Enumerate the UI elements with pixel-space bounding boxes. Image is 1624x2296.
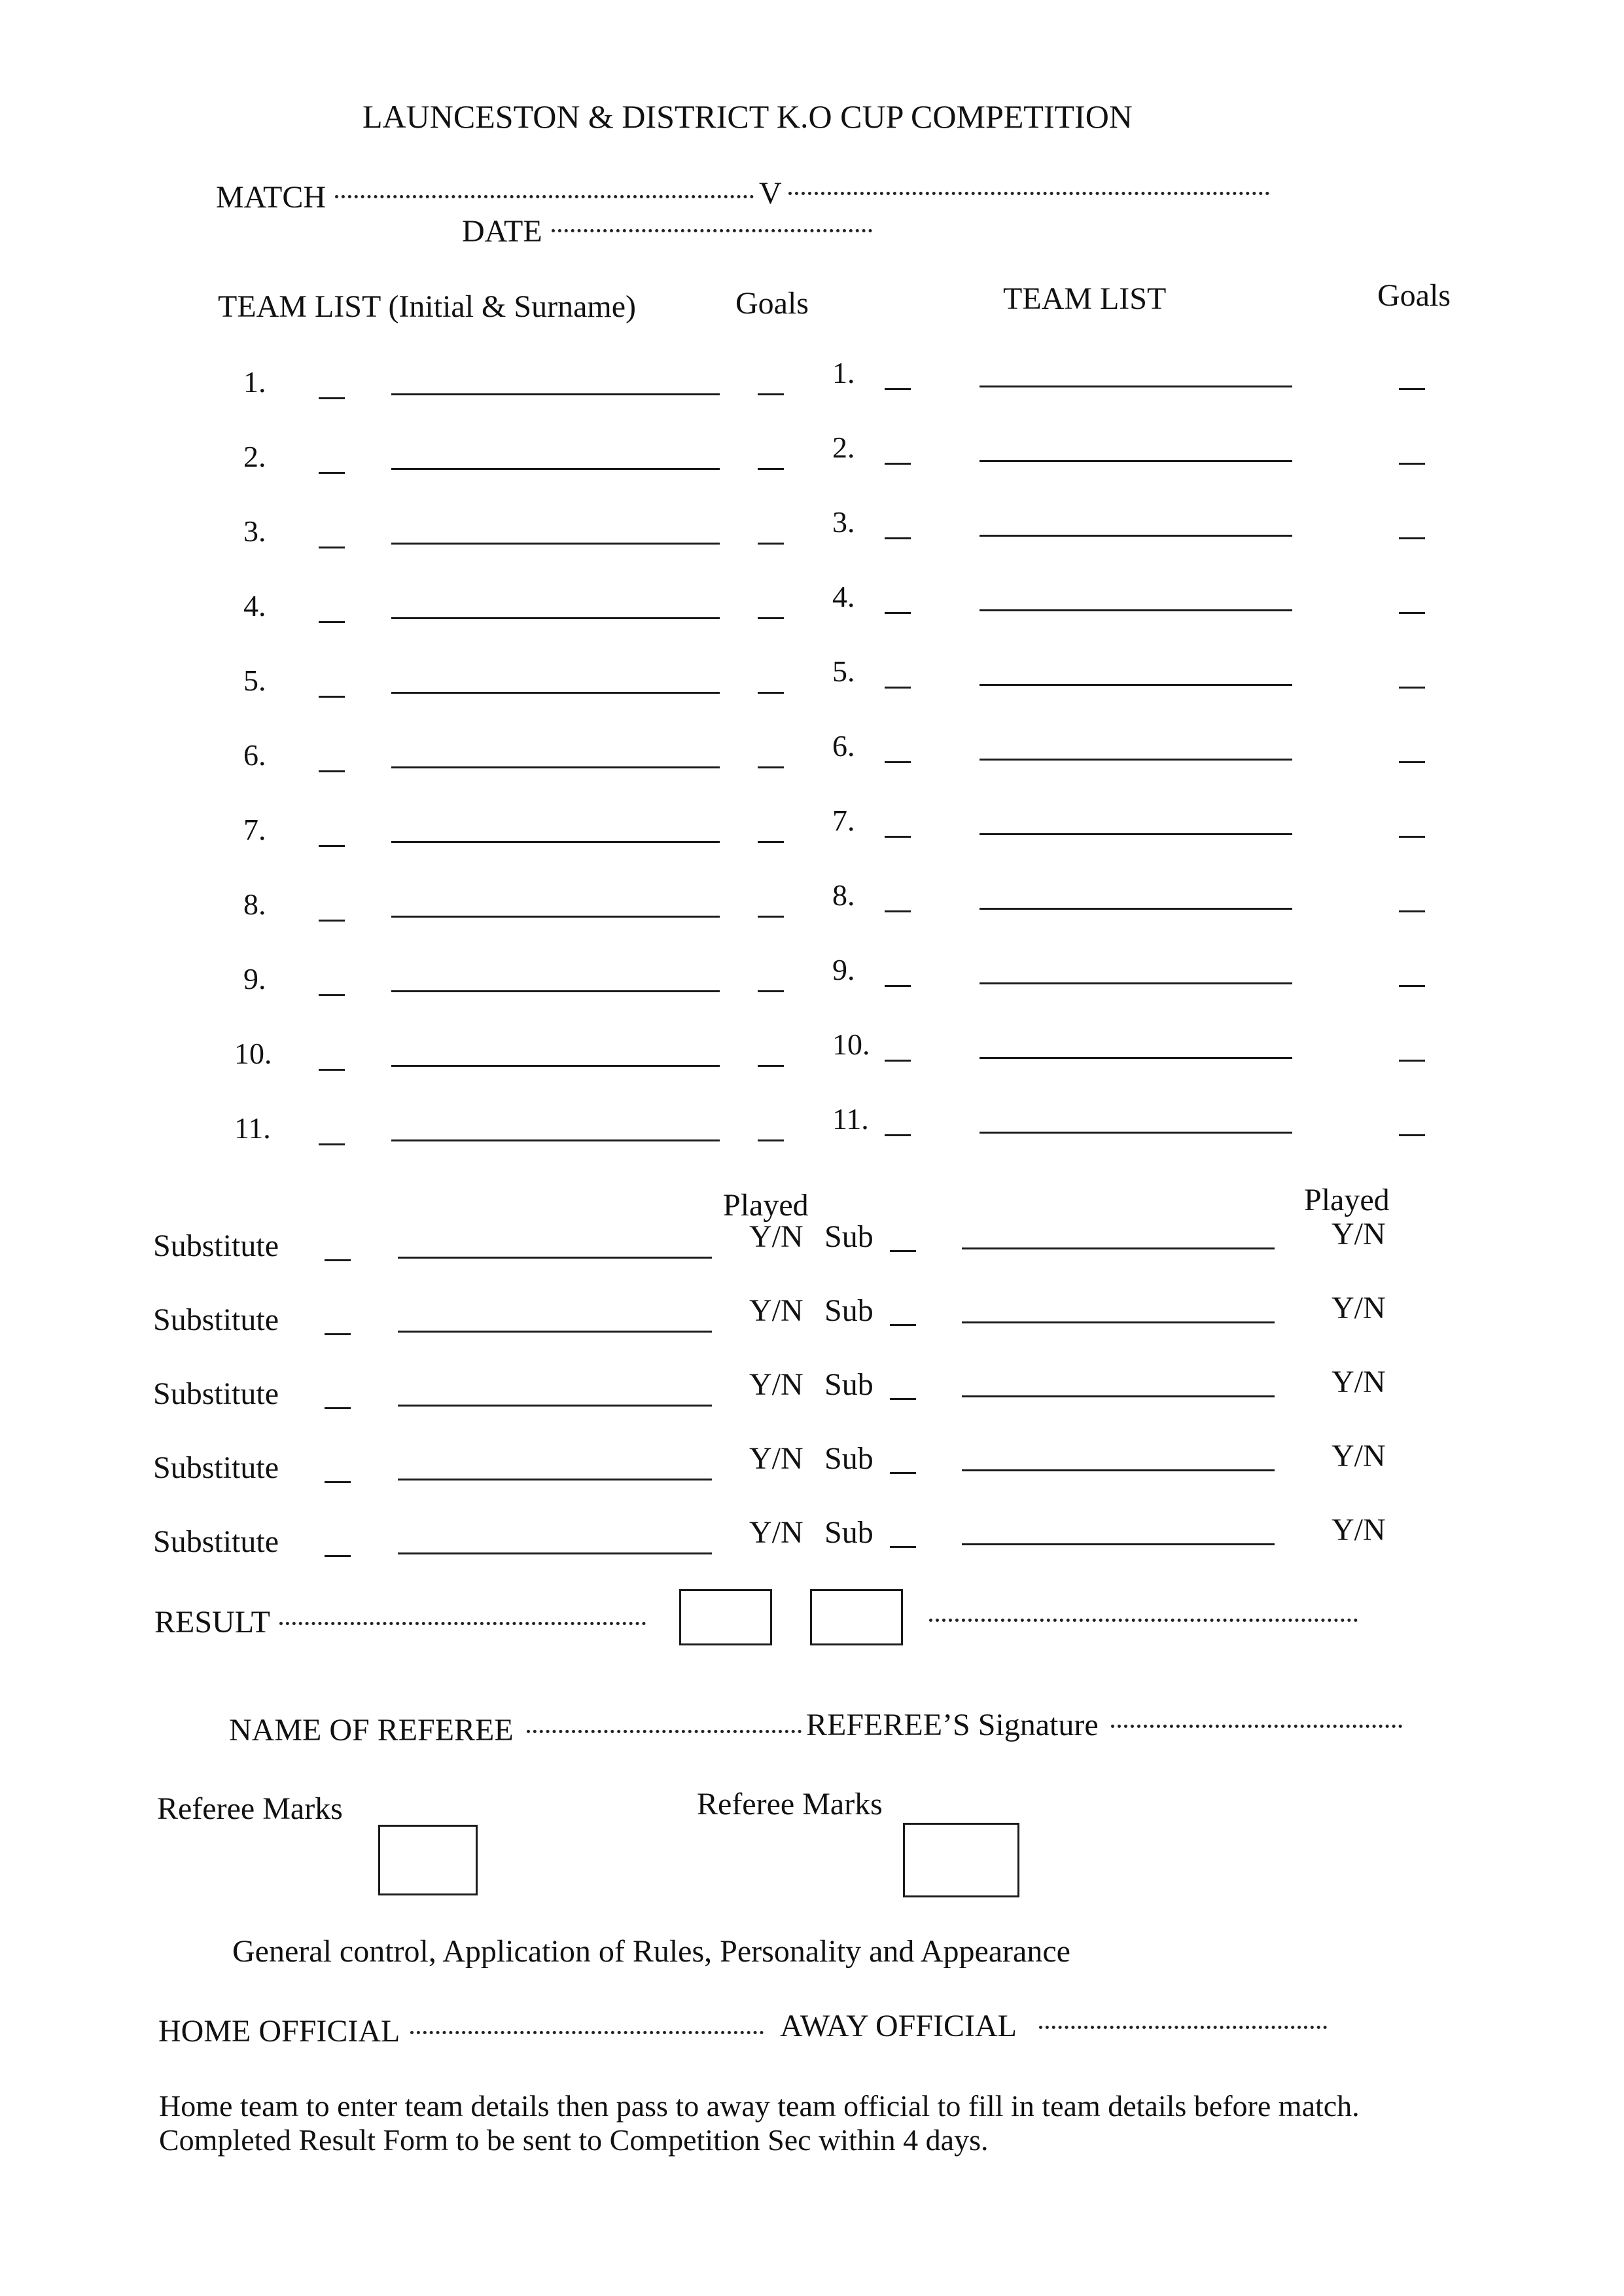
home-player-name-field[interactable] [391, 766, 720, 768]
away-sub-played-yn[interactable]: Y/N [1332, 1291, 1386, 1325]
home-score-box[interactable] [679, 1589, 772, 1645]
away-player-number: 5. [832, 655, 855, 688]
away-sub-initial-field[interactable] [890, 1398, 916, 1400]
away-player-goals-field[interactable] [1399, 463, 1425, 465]
away-sub-name-field[interactable] [962, 1321, 1275, 1323]
away-player-name-field[interactable] [980, 1132, 1292, 1134]
away-player-goals-field[interactable] [1399, 836, 1425, 838]
referee-criteria-text: General control, Application of Rules, Personality and Appearance [232, 1934, 1070, 1969]
away-player-name-field[interactable] [980, 833, 1292, 835]
away-player-number: 6. [832, 729, 855, 762]
result-label: RESULT [154, 1605, 270, 1640]
away-referee-marks-box[interactable] [903, 1823, 1019, 1897]
home-player-goals-field[interactable] [758, 393, 784, 395]
away-player-goals-field[interactable] [1399, 1134, 1425, 1136]
home-player-name-field[interactable] [391, 692, 720, 694]
away-team-field[interactable] [788, 192, 1269, 195]
away-sub-played-yn[interactable]: Y/N [1332, 1513, 1386, 1547]
away-player-number: 4. [832, 580, 855, 613]
home-player-goals-field[interactable] [758, 990, 784, 992]
home-sub-initial-field[interactable] [325, 1481, 351, 1483]
home-substitute-label: Substitute [153, 1450, 279, 1485]
away-sub-initial-field[interactable] [890, 1546, 916, 1548]
away-played-header: Played [1304, 1183, 1390, 1217]
home-player-number: 1. [243, 365, 266, 399]
result-away-team-field[interactable] [929, 1619, 1358, 1622]
home-player-goals-field[interactable] [758, 543, 784, 545]
away-player-goals-field[interactable] [1399, 687, 1425, 689]
home-sub-played-yn[interactable]: Y/N [749, 1293, 803, 1328]
away-official-field[interactable] [1039, 2026, 1327, 2029]
away-sub-name-field[interactable] [962, 1395, 1275, 1397]
referee-name-label: NAME OF REFEREE [229, 1713, 514, 1748]
home-player-initial-field[interactable] [319, 547, 345, 548]
away-player-initial-field[interactable] [885, 612, 911, 614]
away-player-goals-field[interactable] [1399, 612, 1425, 614]
home-sub-name-field[interactable] [398, 1257, 712, 1259]
match-label: MATCH [216, 180, 327, 215]
home-player-goals-field[interactable] [758, 841, 784, 843]
home-referee-marks-box[interactable] [378, 1825, 478, 1895]
home-played-header: Played [723, 1188, 809, 1223]
away-player-initial-field[interactable] [885, 463, 911, 465]
home-player-name-field[interactable] [391, 990, 720, 992]
away-player-number: 7. [832, 804, 855, 837]
home-substitute-label: Substitute [153, 1229, 279, 1263]
home-player-initial-field[interactable] [319, 920, 345, 922]
away-player-initial-field[interactable] [885, 910, 911, 912]
home-player-number: 3. [243, 514, 266, 548]
away-substitute-label: Sub [824, 1441, 874, 1476]
home-player-name-field[interactable] [391, 841, 720, 843]
away-sub-played-yn[interactable]: Y/N [1332, 1365, 1386, 1399]
away-player-initial-field[interactable] [885, 388, 911, 390]
home-referee-marks-label: Referee Marks [157, 1791, 343, 1826]
home-sub-initial-field[interactable] [325, 1555, 351, 1557]
away-player-goals-field[interactable] [1399, 388, 1425, 390]
home-substitute-label: Substitute [153, 1524, 279, 1559]
home-sub-played-yn[interactable]: Y/N [749, 1367, 803, 1402]
away-player-name-field[interactable] [980, 1057, 1292, 1059]
away-player-number: 2. [832, 431, 855, 464]
home-player-number: 4. [243, 589, 266, 622]
away-team-list-header: TEAM LIST [1003, 281, 1167, 316]
away-player-initial-field[interactable] [885, 985, 911, 987]
away-player-name-field[interactable] [980, 908, 1292, 910]
home-player-name-field[interactable] [391, 543, 720, 545]
home-sub-name-field[interactable] [398, 1552, 712, 1554]
form-title: LAUNCESTON & DISTRICT K.O CUP COMPETITION [362, 98, 1133, 135]
home-player-name-field[interactable] [391, 617, 720, 619]
home-player-name-field[interactable] [391, 393, 720, 395]
away-player-name-field[interactable] [980, 684, 1292, 686]
home-sub-initial-field[interactable] [325, 1259, 351, 1261]
home-sub-name-field[interactable] [398, 1479, 712, 1480]
away-player-goals-field[interactable] [1399, 537, 1425, 539]
away-player-initial-field[interactable] [885, 836, 911, 838]
home-player-goals-field[interactable] [758, 468, 784, 470]
home-sub-initial-field[interactable] [325, 1333, 351, 1335]
instruction-line-2: Completed Result Form to be sent to Competition Sec within 4 days. [159, 2123, 989, 2157]
home-sub-played-yn[interactable]: Y/N [749, 1515, 803, 1550]
home-player-initial-field[interactable] [319, 397, 345, 399]
date-label: DATE [462, 214, 542, 249]
away-player-goals-field[interactable] [1399, 985, 1425, 987]
away-player-initial-field[interactable] [885, 537, 911, 539]
home-player-name-field[interactable] [391, 1065, 720, 1067]
away-sub-name-field[interactable] [962, 1543, 1275, 1545]
home-player-goals-field[interactable] [758, 916, 784, 918]
home-player-initial-field[interactable] [319, 696, 345, 698]
versus-label: V [759, 176, 782, 211]
home-player-number: 6. [243, 738, 266, 772]
away-player-name-field[interactable] [980, 535, 1292, 537]
away-player-initial-field[interactable] [885, 687, 911, 689]
away-player-number: 3. [832, 505, 855, 539]
home-player-name-field[interactable] [391, 468, 720, 470]
away-player-number: 9. [832, 953, 855, 986]
home-sub-played-yn[interactable]: Y/N [749, 1219, 803, 1254]
home-player-goals-field[interactable] [758, 1065, 784, 1067]
referee-signature-field[interactable] [1111, 1725, 1402, 1728]
home-team-field[interactable] [335, 195, 754, 198]
home-player-number: 9. [243, 962, 266, 996]
away-sub-initial-field[interactable] [890, 1250, 916, 1252]
away-player-name-field[interactable] [980, 759, 1292, 761]
instruction-line-1: Home team to enter team details then pass to away team official to fill in team details before match. [159, 2089, 1360, 2123]
away-player-number: 1. [832, 356, 855, 389]
home-player-number: 2. [243, 440, 266, 473]
away-player-initial-field[interactable] [885, 1060, 911, 1062]
home-goals-header: Goals [735, 286, 809, 321]
home-sub-initial-field[interactable] [325, 1407, 351, 1409]
away-sub-initial-field[interactable] [890, 1324, 916, 1326]
away-substitute-label: Sub [824, 1515, 874, 1550]
home-player-initial-field[interactable] [319, 1069, 345, 1071]
referee-name-field[interactable] [527, 1730, 802, 1733]
home-player-number: 8. [243, 888, 266, 921]
away-goals-header: Goals [1377, 278, 1451, 313]
home-player-name-field[interactable] [391, 916, 720, 918]
home-player-initial-field[interactable] [319, 845, 345, 847]
away-substitute-label: Sub [824, 1367, 874, 1402]
away-player-name-field[interactable] [980, 982, 1292, 984]
home-player-name-field[interactable] [391, 1139, 720, 1141]
away-player-number: 8. [832, 878, 855, 912]
away-player-goals-field[interactable] [1399, 910, 1425, 912]
home-player-goals-field[interactable] [758, 617, 784, 619]
away-score-box[interactable] [810, 1589, 903, 1645]
home-team-list-header: TEAM LIST (Initial & Surname) [218, 289, 636, 324]
away-player-number: 11. [832, 1102, 869, 1136]
away-player-name-field[interactable] [980, 609, 1292, 611]
result-home-team-field[interactable] [279, 1622, 646, 1625]
home-player-goals-field[interactable] [758, 692, 784, 694]
home-player-goals-field[interactable] [758, 1139, 784, 1141]
away-substitute-label: Sub [824, 1219, 874, 1254]
home-player-initial-field[interactable] [319, 994, 345, 996]
home-substitute-label: Substitute [153, 1302, 279, 1337]
home-player-number: 11. [234, 1111, 271, 1145]
away-sub-initial-field[interactable] [890, 1472, 916, 1474]
home-sub-played-yn[interactable]: Y/N [749, 1441, 803, 1476]
away-referee-marks-label: Referee Marks [697, 1787, 883, 1821]
home-player-number: 5. [243, 664, 266, 697]
away-substitute-label: Sub [824, 1293, 874, 1328]
away-player-goals-field[interactable] [1399, 761, 1425, 763]
home-player-initial-field[interactable] [319, 1143, 345, 1145]
away-sub-played-yn[interactable]: Y/N [1332, 1217, 1386, 1251]
home-sub-name-field[interactable] [398, 1331, 712, 1333]
home-substitute-label: Substitute [153, 1376, 279, 1411]
away-sub-played-yn[interactable]: Y/N [1332, 1439, 1386, 1473]
home-player-goals-field[interactable] [758, 766, 784, 768]
away-official-label: AWAY OFFICIAL [780, 2009, 1017, 2043]
home-player-initial-field[interactable] [319, 621, 345, 623]
home-official-label: HOME OFFICIAL [158, 2014, 400, 2049]
home-player-initial-field[interactable] [319, 770, 345, 772]
away-player-number: 10. [832, 1028, 870, 1061]
referee-signature-label: REFEREE’S Signature [806, 1708, 1099, 1742]
away-sub-name-field[interactable] [962, 1247, 1275, 1249]
away-sub-name-field[interactable] [962, 1469, 1275, 1471]
away-player-name-field[interactable] [980, 460, 1292, 462]
home-sub-name-field[interactable] [398, 1405, 712, 1407]
home-player-number: 10. [234, 1037, 272, 1070]
away-player-name-field[interactable] [980, 386, 1292, 387]
away-player-initial-field[interactable] [885, 1134, 911, 1136]
home-player-number: 7. [243, 813, 266, 846]
home-player-initial-field[interactable] [319, 472, 345, 474]
away-player-initial-field[interactable] [885, 761, 911, 763]
home-official-field[interactable] [410, 2031, 764, 2034]
date-field[interactable] [552, 229, 872, 232]
away-player-goals-field[interactable] [1399, 1060, 1425, 1062]
